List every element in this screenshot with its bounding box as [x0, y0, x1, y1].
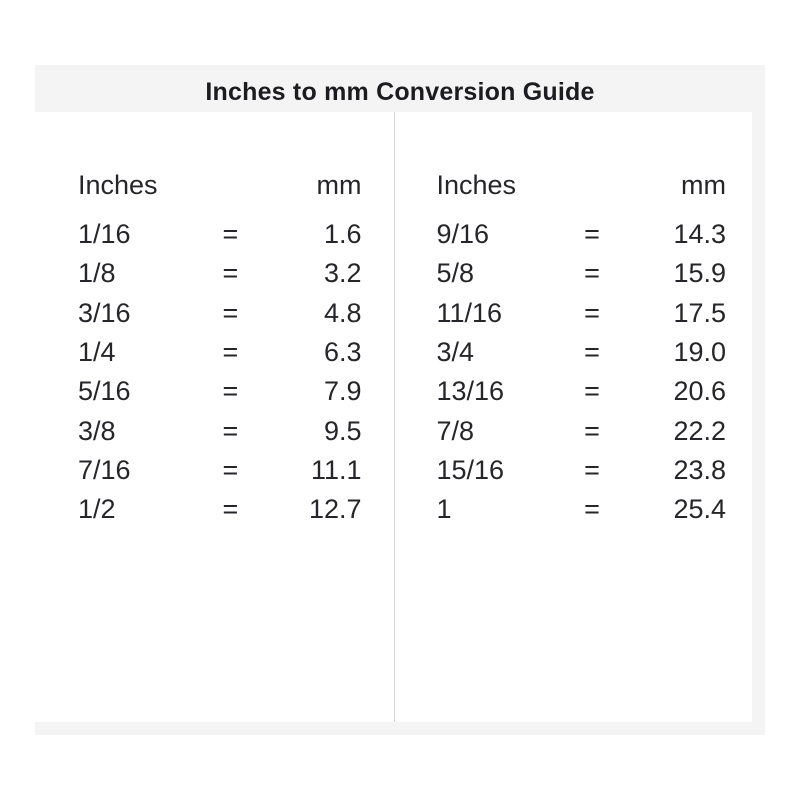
conversion-column-left — [35, 112, 394, 722]
cell-equals: = — [222, 376, 239, 407]
table-head-right — [437, 170, 731, 215]
cell-mm: 7.9 — [323, 376, 362, 407]
cell-equals: = — [222, 219, 239, 249]
cell-inches: 15/16 — [436, 455, 505, 486]
table-row — [437, 490, 731, 529]
cell-equals: = — [584, 337, 600, 368]
cell-inches: 1/16 — [78, 219, 131, 249]
page-title: Inches to mm Conversion Guide — [205, 78, 595, 106]
cell-mm: 11.1 — [310, 455, 362, 486]
column-header-mm: mm — [316, 170, 362, 200]
cell-mm: 12.7 — [308, 494, 362, 525]
cell-equals: = — [584, 494, 600, 525]
column-header-inches: Inches — [436, 170, 517, 200]
cell-equals: = — [222, 455, 239, 486]
cell-mm: 23.8 — [673, 455, 726, 486]
table-row — [78, 372, 366, 411]
cell-inches: 5/8 — [436, 258, 475, 289]
cell-equals: = — [584, 376, 600, 407]
cell-equals: = — [584, 455, 600, 486]
table-row — [437, 254, 731, 293]
cell-inches: 7/8 — [436, 415, 475, 446]
conversion-table-right — [437, 170, 731, 530]
cell-inches: 1/2 — [78, 494, 116, 525]
column-header-spacer — [210, 170, 250, 215]
cell-mm: 15.9 — [673, 258, 726, 289]
table-body-right — [437, 215, 731, 530]
table-row — [78, 412, 366, 451]
cell-mm: 14.3 — [673, 219, 726, 249]
cell-mm: 22.2 — [673, 415, 726, 446]
cell-equals: = — [584, 258, 600, 289]
column-header-inches: Inches — [78, 170, 158, 200]
cell-equals: = — [222, 297, 239, 328]
table-row — [437, 372, 731, 411]
table-row — [78, 254, 366, 293]
cell-inches: 5/16 — [78, 376, 131, 407]
cell-equals: = — [222, 415, 239, 446]
conversion-column-right — [394, 112, 753, 722]
cell-mm: 1.6 — [323, 219, 362, 249]
table-row — [78, 451, 366, 490]
cell-inches: 7/16 — [78, 455, 131, 486]
table-head-left — [78, 170, 366, 215]
table-row — [437, 451, 731, 490]
column-header-spacer — [572, 170, 613, 215]
cell-inches: 13/16 — [436, 376, 505, 407]
cell-mm: 17.5 — [673, 297, 726, 328]
cell-inches: 11/16 — [436, 297, 503, 328]
table-row — [78, 215, 366, 254]
cell-inches: 1/4 — [78, 337, 116, 368]
cell-mm: 3.2 — [323, 258, 362, 289]
table-row — [78, 294, 366, 333]
cell-inches: 3/8 — [78, 415, 116, 446]
table-row — [437, 333, 731, 372]
cell-inches: 1 — [436, 494, 452, 525]
table-row — [437, 294, 731, 333]
cell-equals: = — [584, 297, 600, 328]
table-body-left — [78, 215, 366, 530]
cell-mm: 19.0 — [673, 337, 726, 368]
cell-mm: 4.8 — [323, 297, 362, 328]
conversion-columns — [35, 112, 752, 722]
table-row — [78, 333, 366, 372]
cell-inches: 1/8 — [78, 258, 116, 289]
cell-equals: = — [222, 494, 239, 525]
table-row — [437, 215, 731, 254]
cell-equals: = — [222, 258, 239, 289]
cell-inches: 9/16 — [436, 219, 490, 249]
column-header-mm: mm — [681, 170, 726, 200]
cell-inches: 3/4 — [436, 337, 475, 368]
table-header-row — [78, 170, 366, 215]
cell-mm: 25.4 — [673, 494, 726, 525]
cell-mm: 20.6 — [673, 376, 726, 407]
conversion-table-left — [78, 170, 366, 530]
cell-equals: = — [584, 219, 600, 249]
cell-mm: 6.3 — [323, 337, 362, 368]
table-header-row — [437, 170, 731, 215]
table-row — [78, 490, 366, 529]
cell-inches: 3/16 — [78, 297, 131, 328]
cell-mm: 9.5 — [323, 415, 362, 446]
table-row — [437, 412, 731, 451]
cell-equals: = — [222, 337, 239, 368]
cell-equals: = — [584, 415, 600, 446]
